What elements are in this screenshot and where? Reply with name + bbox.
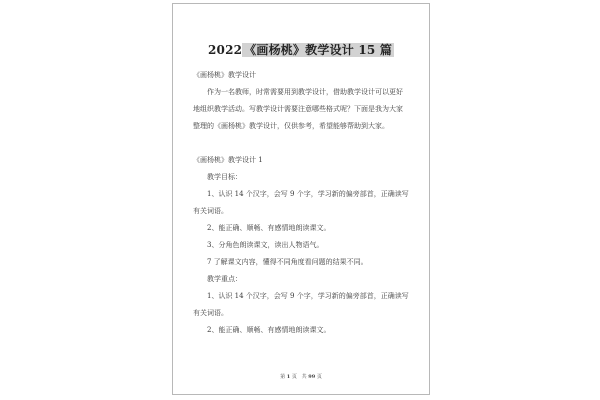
title-year: 2022 <box>207 43 243 57</box>
section-heading: 《画杨桃》教学设计 1 <box>193 156 263 164</box>
footer-page-label: 第 <box>280 374 286 380</box>
list-item: 2、能正确、顺畅、有感情地朗读课文。 <box>207 224 331 232</box>
footer-page-unit: 页 <box>291 374 297 380</box>
subtitle-line: 《画杨桃》教学设计 <box>193 71 256 79</box>
page-footer <box>173 373 429 380</box>
list-item: 1、认识 14 个汉字，会写 9 个字，学习新的偏旁部首，正确读写 <box>207 190 409 198</box>
footer-total-unit: 页 <box>316 374 322 380</box>
list-item: 3、分角色朗读课文，读出人物语气。 <box>207 241 324 249</box>
paragraph-line: 地组织教学活动。写教学设计需要注意哪些格式呢？下面是我为大家 <box>193 105 403 113</box>
document-title <box>173 41 429 58</box>
list-item: 7 了解课文内容，懂得不同角度看问题的结果不同。 <box>207 258 368 266</box>
list-item: 1、认识 14 个汉字，会写 9 个字，学习新的偏旁部首，正确读写 <box>207 292 409 300</box>
list-item-continuation: 有关词语。 <box>193 309 228 317</box>
paragraph-line: 整理的《画杨桃》教学设计，仅供参考，希望能够帮助到大家。 <box>193 122 389 130</box>
document-page <box>172 3 430 395</box>
subheading-objectives: 教学目标： <box>207 173 242 181</box>
footer-page-number: 1 <box>286 374 291 380</box>
footer-total-number: 99 <box>308 374 316 380</box>
footer-total-label: 共 <box>301 374 307 380</box>
title-highlight: 《画杨桃》教学设计 15 篇 <box>244 43 393 57</box>
paragraph-line: 作为一名教师，时常需要用到教学设计，借助教学设计可以更好 <box>207 88 403 96</box>
subheading-key-points: 教学重点： <box>207 275 242 283</box>
list-item-continuation: 有关词语。 <box>193 207 228 215</box>
list-item: 2、能正确、顺畅、有感情地朗读课文。 <box>207 326 331 334</box>
